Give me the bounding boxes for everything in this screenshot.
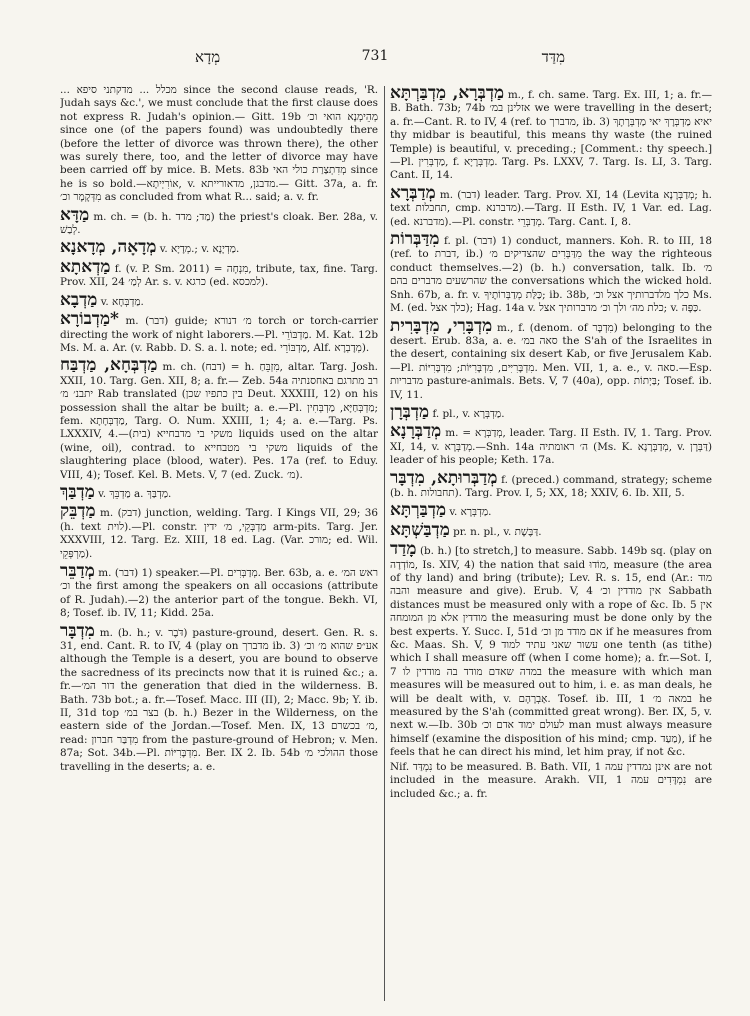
entry-definition: m., f. ch. same. Targ. Ex. III, 1; a. fr.—B. Bath. 73b; 74b אזלינן במ׳ we were travelling in the desert; a. fr.—Cant. R. to IV, 4 (ref. to מדברך, ib. 3) יאיא מַדְבְּרָךְ יאי מַדְבְּרָתָךְ thy midbar is beautiful, this means thy waste (the ruined Temple) is beautiful, v. preceding.; [Comment.: thy speech.]—Pl. מַדְבְּרִין, f. מַדְבְּרָיָא. Targ. Ps. LXXV, 7. Targ. Is. LI, 3. Targ. Cant. II, 14. (390, 89, 712, 182)
dictionary-entry (390, 422, 712, 467)
entry-definition: m. = מְדַבְּרָא, leader. Targ. II Esth. IV, 1. Targ. Prov. XI, 14, v. מְדַבְּרָא.—Snh. 14a ה׳ ראומתיה (Ms. K. מְדַבְּרָנָא, v. דַּבְּרָן) leader of his people; Keth. 17a. (390, 427, 712, 467)
dictionary-entry (60, 502, 378, 561)
dictionary-entry (390, 521, 712, 539)
dictionary-entry (390, 501, 712, 519)
entry-headword: מַדְבַּךְ (60, 481, 95, 502)
running-head-right: מִדַּד (541, 48, 565, 66)
entry-headword: *מַדְבוֹרָא (60, 309, 119, 330)
entry-definition: m., f. (denom. of מִדְבָּר) belonging to the desert. Erub. 83a, a. e. סאה במ׳ the S'ah of the Israelites in the desert, containing six desert Kab, or five Jerusalem Kab.—Pl. מִדְבָּרִיִּים, מִדְבָּרִיּוֹת; מִדְבָּרִיּוֹת. Men. VII, 1, a. e., v. סאה.—Esp. מדבריות pasture-animals. Bets. V, 7 (40a), opp. בַּיְתוֹת; Tosef. ib. IV, 11. (390, 321, 712, 401)
entry-definition: v. מַדְבְּחָא. (100, 295, 144, 308)
dictionary-entry (60, 622, 378, 774)
entry-headword: מְדַבְּרוּתָא, מִדְבָּר (390, 467, 498, 488)
dictionary-entry (390, 84, 712, 183)
dictionary-entry (60, 258, 378, 290)
dictionary-entry (60, 291, 378, 309)
running-head-left: מְדָא (195, 48, 221, 66)
entry-headword: מַדְבֵּק (60, 501, 96, 522)
entry-definition: m. (דבק) junction, welding. Targ. I Kings VII, 29; 36 (h. text לוית).—Pl. constr. מַדְבְּקֵי, מ׳ ידין arm-pits. Targ. Jer. XXXVIII, 12. Targ. Ez. XIII, 18 ed. Lag. (Var. מורכ; ed. Wil. מַרְפְּקֵי). (60, 507, 378, 560)
entry-definition: f. (preced.) command, strategy; scheme (b. h. תחבולות). Targ. Prov. I, 5; XX, 18; XXIV, 6. Ib. XII, 5. (390, 473, 712, 499)
entry-definition: v. מַדְבֵּךְ a. מַדְבַּךְ. (98, 487, 172, 500)
entry-headword: מִדְבָּר (60, 620, 95, 641)
left-column (60, 84, 378, 1004)
entry-definition: f. pl. (דבר) 1) conduct, manners. Koh. R. to III, 18 (ref. to דברת, ib.) מִדַּבְּרִים שהצדיקים מ׳ the way the righteous conduct themselves.—2) (b. h.) conversation, talk. Ib. מ׳ שהרשעים מדברים בהם the conversations which the wicked hold. Snh. 67b, a. fr. v. כַּלַּת מְדַבְּרוֹתֶיךָ; ib. 38b, כלך מלדברותיך אצל וכ׳ Ms. M. (ed. כלך אצל); Hag. 14a v. כלת מה׳ ולך וכ׳ מדברותיך אצל; v. כַּפָּה. (390, 235, 712, 315)
entry-definition: f. (v. P. Sm. 2011) = מִנְחָה, tribute, tax, fine. Targ. Prov. XII, 24 לְמַ׳ Ar. s. v. כרגא (ed. למכסא). (60, 262, 378, 289)
entry-definition: m. ch. (דבח) = h. מִזְבֵּחַ, altar. Targ. Josh. XXII, 10. Targ. Gen. XII, 8; a. fr.— Zeb. 54a רב מתרגם באחסנתיה יתבנ׳ מ׳ Rab translated (בין כתפיו שכן Deut. XXXIII, 12) on his possession shall the altar be built; a. e.—Pl. מַדְבְּחַיָּא, מַדְבְּחִין; fem. מַדְבְּחָתָא, Targ. O. Num. XXIII, 1; 4; a. e.—Targ. Ps. LXXXIV, 4.—משקי בי מדבחייא (בית) liquids used on the altar (wine, oil), contrad. to משקי בי מטבחייא liquids of the slaughtering place (blood, water). Pes. 17a (ref. to Eduy. VIII, 4); Tosef. Kel. B. Mets. V, 7 (ed. Zuck. מ׳). (60, 361, 378, 481)
entry-headword: מַדְאתָא (60, 256, 111, 277)
column-divider (384, 86, 385, 1001)
entry-headword: מַדְבַּרְתָּא (390, 500, 447, 521)
entry-headword: מַדָּא (60, 204, 90, 225)
dictionary-entry (390, 230, 712, 315)
entry-definition: m. (דבר) guide; מ׳ דנורא torch or torch-carrier directing the work of night laborers.—Pl. מַדְבּוֹרֵי. M. Kat. 12b Ms. M. a. Ar. (v. Rabb. D. S. a. l. note; ed. מַדְבּוֹרֵי, Alf. מְדָבְרָא). (60, 315, 378, 354)
dictionary-entry (390, 184, 712, 229)
dictionary-entry (390, 540, 712, 760)
entry-headword: מִדְבָּרִי, מִדְבָּרִית (390, 315, 493, 336)
entry-headword: מַדְבְּרָא, מַדְבַּרְתָּא (390, 84, 505, 103)
entry-definition: m. (דבר) 1) speaker.—Pl. מְדַבְּרִים. Ber. 63b, a. e. ראש המ׳ וכ׳ the first among the speakers on all occasions (attribute of R. Judah).—2) the anterior part of the tongue. Bekh. VI, 8; Tosef. ib. IV, 11; Kidd. 25a. (60, 567, 378, 620)
dictionary-entry (390, 317, 712, 402)
dictionary-entry (60, 356, 378, 482)
entry-headword: מְדָאָה, מְדָאנָא (60, 237, 157, 258)
entry-headword: מַדְבְּרָן (390, 401, 430, 422)
entry-definition: m. ch. = (b. h. מַד; מדד) the priest's cloak. Ber. 28a, v. לְבַשׁ. (60, 210, 378, 237)
entry-definition: pr. n. pl., v. דַּבֶּשֶׁת. (453, 525, 542, 538)
dictionary-entry (60, 310, 378, 355)
dictionary-entry (60, 206, 378, 238)
dictionary-entry (390, 403, 712, 421)
dictionary-entry (390, 469, 712, 501)
entry-definition: ... מכלל ... מדקתני סיפא since the second clause reads, 'R. Judah says &c.', we must conclude that the first clause does not express R. Judah's opinion.— Gitt. 19b מְהֵימְנָא הואי וכ׳ since one (of the papers found) was undoubtedly there (before the letter of divorce was thrown there), the other was surely there, too, and the letter of divorce may have been carried off by mice. B. Mets. 83b מְדִתְצַרַת כולי האי since he is so bold.—אוֹרִיְיתָא, v. מדבגן, מדאורייתא.— Gitt. 37a, a. fr. מִדְּקָמָר וכ׳ as concluded from what R... said; a. v. fr. (60, 84, 378, 204)
entry-headword: מָדַד (390, 539, 417, 560)
entry-definition: (b. h.) [to stretch,] to measure. Sabb. 149b sq. (play on מוֹדְדָה, Is. XIV, 4) the nation that said מוֹדוּ, measure (the area of thy land) and bring (tribute); Lev. R. s. 15, end (Ar.: מוד והבה measure and give). Erub. V, 4 אין מודדין וכ׳ Sabbath distances must be measured only with a rope of &c. Ib. 5 אין מודדין אלא מן המומחה the measuring must be done only by the best experts. Y. Succ. I, 51d אם מודד מן וכ׳ if he measures from &c. Maas. Sh. V, 9 עשור שאני עתיד למוד one tenth (as tithe) which I shall measure off (when I come home); a. fr.—Sot. I, 7 במדה שאדם מודד בה מודדין לו the measure with which man measures will be measured out to him, i. e. as man deals, he will be dealt with, v. אַבְרָהָם. Tosef. ib. III, 1 במאה מ׳ he measured by the S'ah (committed great wrong). Ber. IX, 5, v. next w.—Ib. 30b לעולם ימוד אדם וכ׳ man must always measure himself (examine the disposition of his mind; cmp. מַעַד), if he feels that he can direct his mind, let him pray, if not &c. (390, 545, 712, 759)
entry-definition: f. pl., v. מַדְבְּרָא. (432, 407, 505, 420)
entry-definition: m. (דבר) leader. Targ. Prov. XI, 14 (Levita מְדַבְּרָנָא; h. text תחבלות, cmp. מדברנא).—Targ. II Esth. IV, 1 Var. ed. Lag. (ed. מדברנא).—Pl. constr. מְדַבְּרֵי. Targ. Cant. I, 8. (390, 188, 712, 228)
entry-headword: מַדְבַּשְׁתָּא (390, 519, 450, 540)
entry-headword: מְדַבְּרָא (390, 182, 436, 203)
entry-headword: מְדַבֵּר (60, 561, 95, 581)
dictionary-entry (60, 483, 378, 501)
right-column (390, 84, 712, 1004)
entry-headword: מְדַבְּרָנָא (390, 421, 442, 442)
dictionary-entry (390, 761, 712, 801)
entry-definition: m. (b. h.; v. דֹּבֶר) pasture-ground, desert. Gen. R. s. 31, end. Cant. R. to IV, 4 (play on מדברך ib. 3) אע״פ שהוא מ׳ וכ׳ although the Temple is a desert, you are bound to observe the sacredness of its precincts now that it is ruined &c.; a. fr.—דור המ׳ the generation that died in the wilderness. B. Bath. 73b bot.; a. fr.—Tosef. Macc. III (II), 2; Macc. 9b; Y. ib. II, 31d top בצר במ׳ (b. h.) Bezer in the Wilderness, on the eastern side of the Jordan.—Tosef. Men. IX, 13 מ׳ בכשרם, read: מִדְבַּר חברון from the pasture-ground of Hebron; v. Men. 87a; Sot. 34b.—Pl. מִדְבָּרִיּוֹת. Ber. IX 2. Ib. 54b ההולכי מ׳ those travelling in the deserts; a. e. (60, 626, 378, 773)
entry-headword: מַדְבָא (60, 289, 98, 310)
dictionary-entry (60, 84, 378, 205)
entry-headword: מַדְבְּחָא, מַדְבַּח (60, 355, 158, 376)
entry-definition: Nif. נִמְדַּד to be measured. B. Bath. VII, 1 אינן נמדדין עמה are not included in the measure. Arakh. VII, 1 נִמְדָּדִים עמה are included &c.; a. fr. (390, 760, 712, 800)
entry-definition: v. מְדָיָא.; v. מַדְיָנָא. (159, 243, 240, 256)
entry-headword: מִדַּבְּרוֹת (390, 229, 440, 250)
dictionary-entry (60, 562, 378, 621)
page-header (60, 48, 690, 72)
dictionary-entry (60, 238, 378, 256)
entry-definition: v. מַדְבְּרָא. (449, 506, 492, 519)
page-number: 731 (361, 48, 389, 64)
